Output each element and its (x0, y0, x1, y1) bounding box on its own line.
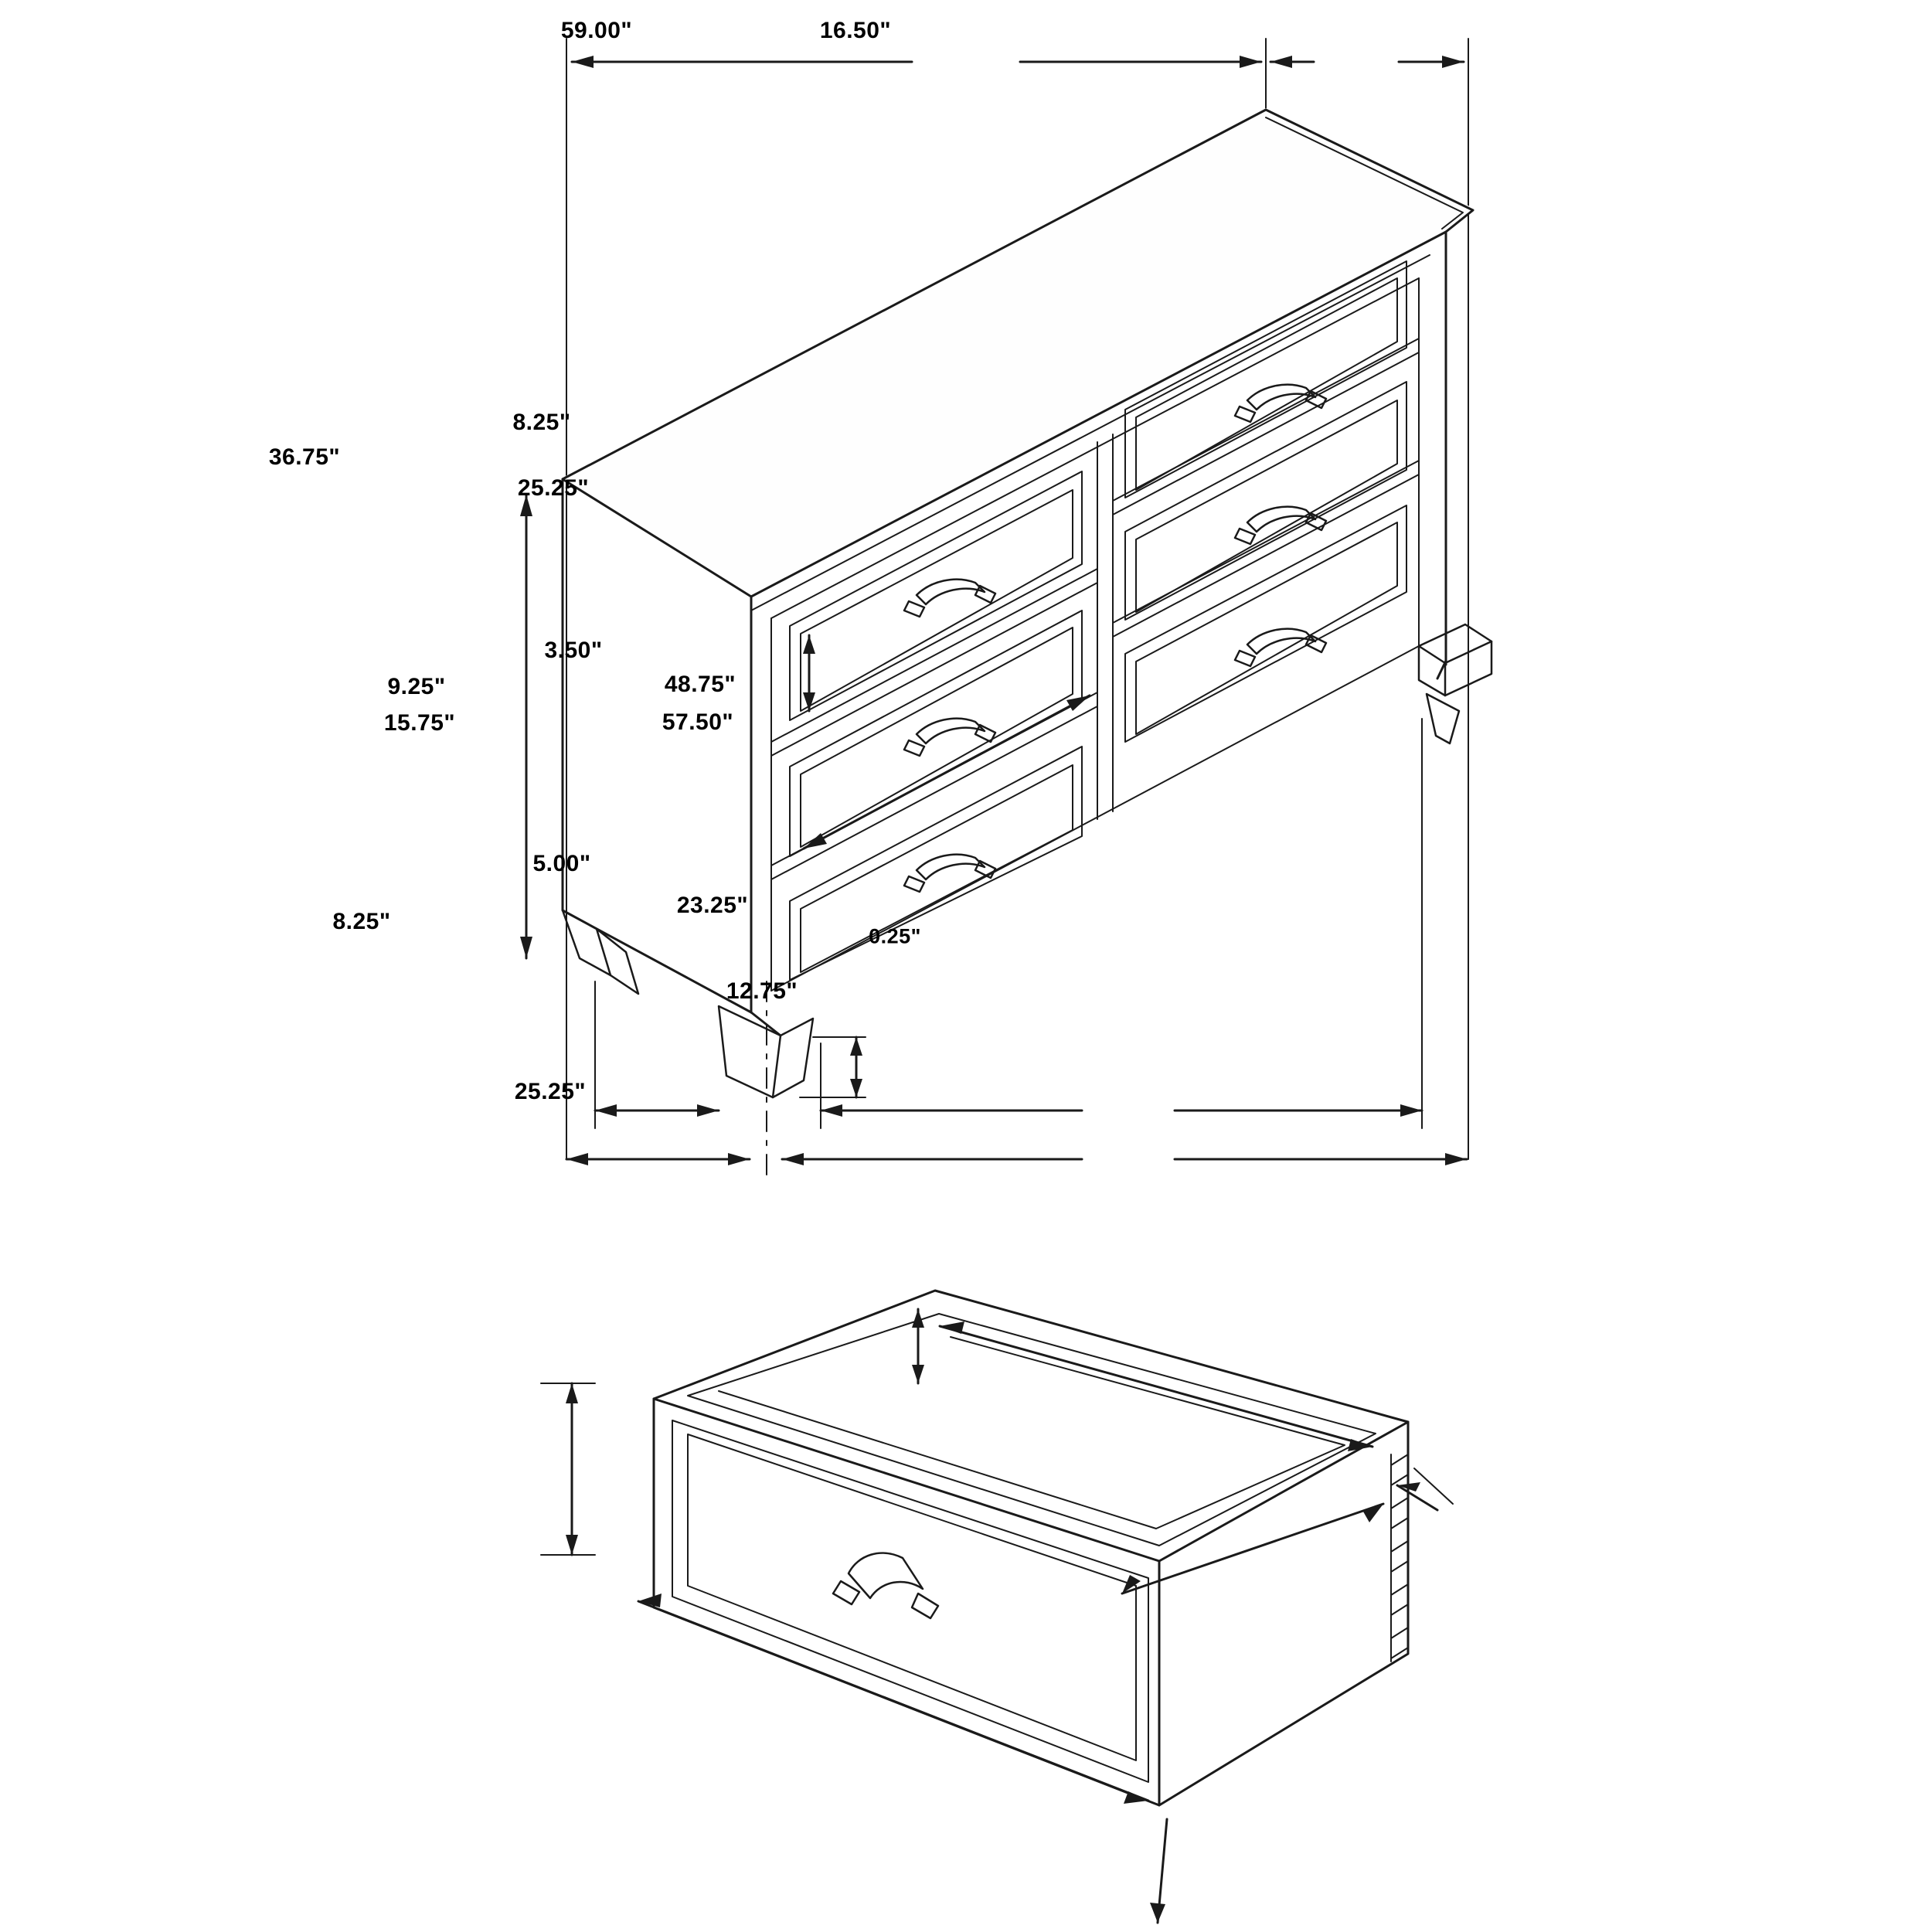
dim-depth-top: 16.50" (819, 18, 892, 43)
dim-interior-side: 12.75" (726, 978, 798, 1004)
dim-leg-to-leg-depth: 9.25" (387, 674, 446, 699)
dim-interior-depth: 5.00" (532, 851, 591, 876)
dim-panel-thickness: 0.25" (869, 924, 921, 948)
dim-base-depth: 15.75" (383, 710, 456, 736)
dim-drawer-face-height: 8.25" (512, 410, 571, 435)
dim-leg-height: 3.50" (544, 638, 603, 663)
dim-drawer-width: 25.25" (514, 1079, 587, 1104)
dim-interior-width: 23.25" (676, 893, 749, 918)
dim-width-top: 59.00" (560, 18, 633, 43)
dim-leg-span-width: 48.75" (664, 672, 736, 697)
dim-drawer-face-width: 25.25" (517, 475, 590, 501)
dim-base-width: 57.50" (662, 709, 734, 735)
dim-drawer-height: 8.25" (332, 909, 391, 934)
dim-overall-height: 36.75" (268, 444, 341, 470)
